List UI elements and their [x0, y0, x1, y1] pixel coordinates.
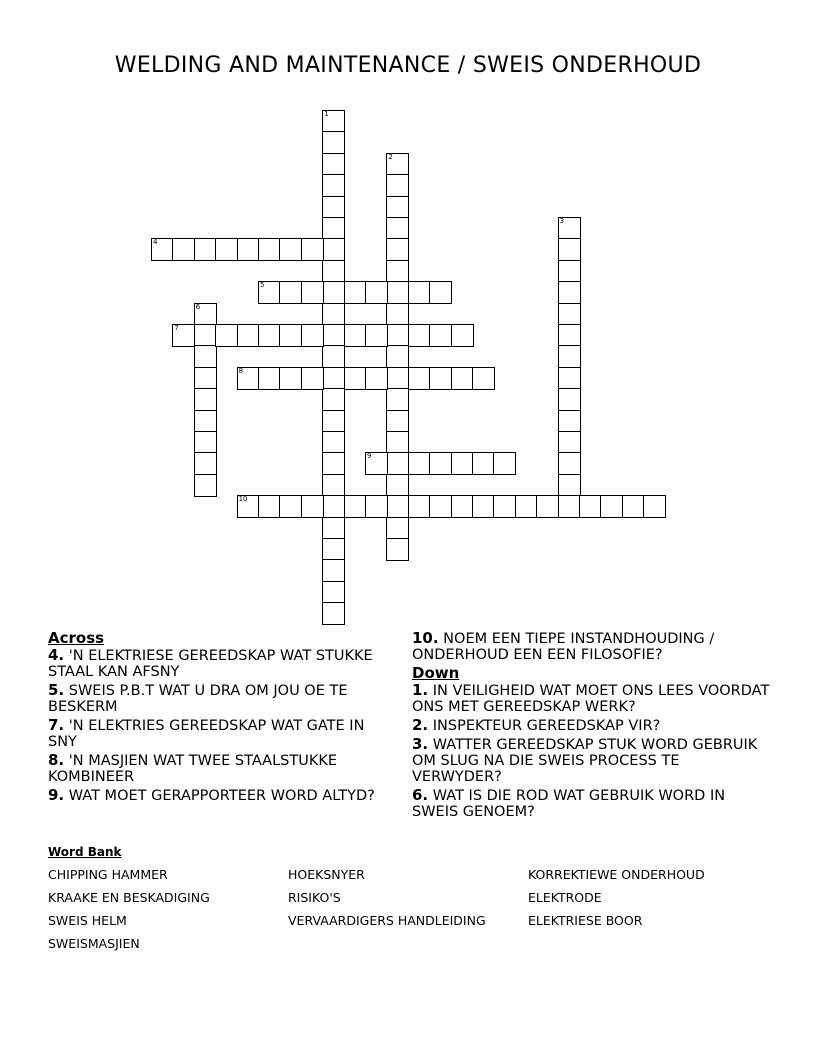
clue-number: 4	[153, 238, 158, 247]
clue-across-5: 5. SWEIS P.B.T WAT U DRA OM JOU OE TE BESKERM	[48, 681, 348, 715]
grid-cell[interactable]	[322, 538, 345, 561]
grid-cell[interactable]	[386, 495, 409, 518]
grid-cell[interactable]	[301, 281, 324, 304]
grid-cell[interactable]	[429, 495, 452, 518]
grid-cell[interactable]	[322, 110, 345, 133]
grid-cell[interactable]	[344, 324, 367, 347]
grid-cell[interactable]	[408, 452, 431, 475]
grid-cell[interactable]	[279, 281, 302, 304]
clues-column-right	[412, 630, 772, 822]
grid-cell[interactable]	[472, 495, 495, 518]
grid-cell[interactable]	[558, 452, 581, 475]
grid-cell[interactable]	[493, 452, 516, 475]
grid-cell[interactable]	[172, 324, 195, 347]
grid-cell[interactable]	[172, 238, 195, 261]
clue-across-4: 4. 'N ELEKTRIESE GEREEDSKAP WAT STUKKE STAAL KAN AFSNY	[48, 646, 373, 680]
grid-cell[interactable]	[365, 367, 388, 390]
word-bank-item: RISIKO'S	[288, 890, 341, 905]
grid-cell[interactable]	[215, 238, 238, 261]
grid-cell[interactable]	[322, 303, 345, 326]
grid-cell[interactable]	[194, 474, 217, 497]
grid-cell[interactable]	[472, 452, 495, 475]
grid-cell[interactable]	[194, 238, 217, 261]
grid-cell[interactable]	[301, 324, 324, 347]
grid-cell[interactable]	[322, 324, 345, 347]
word-bank-item: ELEKTRIESE BOOR	[528, 913, 643, 928]
clue-number: 3	[559, 217, 565, 225]
clue-number: 2	[388, 152, 393, 161]
clue-number: 7	[174, 324, 179, 332]
across-heading: Across	[48, 629, 105, 647]
grid-cell[interactable]	[258, 324, 281, 347]
grid-cell[interactable]	[429, 324, 452, 347]
grid-cell[interactable]	[386, 281, 409, 304]
clue-number: 8	[238, 366, 244, 375]
grid-cell[interactable]	[194, 410, 217, 433]
grid-cell[interactable]	[237, 495, 260, 518]
grid-cell[interactable]	[322, 431, 345, 454]
grid-cell[interactable]	[386, 452, 409, 475]
grid-cell[interactable]	[386, 410, 409, 433]
grid-cell[interactable]	[344, 495, 367, 518]
grid-cell[interactable]	[386, 153, 409, 176]
clue-down-6: 6. WAT IS DIE ROD WAT GEBRUIK WORD IN SWEIS GENOEM?	[412, 786, 726, 820]
grid-cell[interactable]	[237, 367, 260, 390]
grid-cell[interactable]	[643, 495, 666, 518]
grid-cell[interactable]	[558, 324, 581, 347]
grid-cell[interactable]	[322, 410, 345, 433]
grid-cell[interactable]	[558, 495, 581, 518]
grid-cell[interactable]	[237, 324, 260, 347]
grid-cell[interactable]	[194, 388, 217, 411]
grid-cell[interactable]	[258, 238, 281, 261]
grid-cell[interactable]	[322, 281, 345, 304]
grid-cell[interactable]	[279, 324, 302, 347]
grid-cell[interactable]	[558, 474, 581, 497]
grid-cell[interactable]	[365, 495, 388, 518]
grid-cell[interactable]	[194, 303, 217, 326]
grid-cell[interactable]	[322, 517, 345, 540]
grid-cell[interactable]	[429, 281, 452, 304]
grid-cell[interactable]	[194, 345, 217, 368]
grid-cell[interactable]	[194, 367, 217, 390]
grid-cell[interactable]	[322, 452, 345, 475]
word-bank-item: VERVAARDIGERS HANDLEIDING	[288, 913, 486, 928]
word-bank-item: CHIPPING HAMMER	[48, 867, 168, 882]
word-bank-item: HOEKSNYER	[288, 867, 365, 882]
word-bank-title: Word Bank	[48, 845, 122, 859]
grid-cell[interactable]	[558, 260, 581, 283]
grid-cell[interactable]	[493, 495, 516, 518]
grid-cell[interactable]	[386, 260, 409, 283]
clue-across-10: 10. NOEM EEN TIEPE INSTANDHOUDING / ONDERHOUD EEN EEN FILOSOFIE?	[412, 629, 715, 663]
word-bank-item: KRAAKE EN BESKADIGING	[48, 890, 210, 905]
grid-cell[interactable]	[451, 495, 474, 518]
grid-cell[interactable]	[408, 281, 431, 304]
grid-cell[interactable]	[558, 388, 581, 411]
grid-cell[interactable]	[258, 495, 281, 518]
grid-cell[interactable]	[558, 431, 581, 454]
clue-number: 9	[367, 452, 372, 461]
grid-cell[interactable]	[322, 260, 345, 283]
grid-cell[interactable]	[322, 131, 345, 154]
grid-cell[interactable]	[322, 474, 345, 497]
grid-cell[interactable]	[386, 367, 409, 390]
grid-cell[interactable]	[408, 495, 431, 518]
word-bank-item: SWEISMASJIEN	[48, 936, 140, 951]
grid-cell[interactable]	[386, 324, 409, 347]
grid-cell[interactable]	[322, 581, 345, 604]
grid-cell[interactable]	[600, 495, 623, 518]
grid-cell[interactable]	[279, 238, 302, 261]
clue-across-7: 7. 'N ELEKTRIES GEREEDSKAP WAT GATE IN SNY	[48, 716, 365, 750]
down-heading: Down	[412, 664, 460, 682]
grid-cell[interactable]	[386, 238, 409, 261]
grid-cell[interactable]	[386, 388, 409, 411]
grid-cell[interactable]	[558, 238, 581, 261]
grid-cell[interactable]	[386, 217, 409, 240]
grid-cell[interactable]	[386, 517, 409, 540]
clue-down-1: 1. IN VEILIGHEID WAT MOET ONS LEES VOORDAT ONS MET GEREEDSKAP WERK?	[412, 681, 770, 715]
grid-cell[interactable]	[451, 367, 474, 390]
grid-cell[interactable]	[365, 324, 388, 347]
grid-cell[interactable]	[429, 367, 452, 390]
grid-cell[interactable]	[451, 324, 474, 347]
grid-cell[interactable]	[579, 495, 602, 518]
grid-cell[interactable]	[322, 602, 345, 625]
grid-cell[interactable]	[258, 281, 281, 304]
word-bank-item: ELEKTRODE	[528, 890, 602, 905]
grid-cell[interactable]	[194, 324, 217, 347]
grid-cell[interactable]	[322, 367, 345, 390]
grid-cell[interactable]	[322, 388, 345, 411]
clue-number: 10	[238, 495, 248, 504]
grid-cell[interactable]	[558, 217, 581, 240]
grid-cell[interactable]	[258, 367, 281, 390]
grid-cell[interactable]	[386, 474, 409, 497]
grid-cell[interactable]	[322, 238, 345, 261]
grid-cell[interactable]	[344, 367, 367, 390]
grid-cell[interactable]	[386, 174, 409, 197]
clue-number: 1	[324, 110, 329, 118]
grid-cell[interactable]	[365, 452, 388, 475]
clue-number: 5	[260, 281, 265, 290]
grid-cell[interactable]	[301, 367, 324, 390]
grid-cell[interactable]	[429, 452, 452, 475]
grid-cell[interactable]	[451, 452, 474, 475]
grid-cell[interactable]	[322, 174, 345, 197]
clue-number: 6	[195, 302, 201, 311]
grid-cell[interactable]	[365, 281, 388, 304]
grid-cell[interactable]	[344, 281, 367, 304]
grid-cell[interactable]	[322, 153, 345, 176]
grid-cell[interactable]	[408, 324, 431, 347]
grid-cell[interactable]	[558, 303, 581, 326]
grid-cell[interactable]	[322, 495, 345, 518]
grid-cell[interactable]	[386, 345, 409, 368]
grid-cell[interactable]	[386, 196, 409, 219]
grid-cell[interactable]	[279, 367, 302, 390]
grid-cell[interactable]	[515, 495, 538, 518]
grid-cell[interactable]	[558, 281, 581, 304]
grid-cell[interactable]	[558, 345, 581, 368]
grid-cell[interactable]	[322, 559, 345, 582]
grid-cell[interactable]	[215, 324, 238, 347]
clue-across-8: 8. 'N MASJIEN WAT TWEE STAALSTUKKE KOMBINEER	[48, 751, 338, 785]
grid-cell[interactable]	[322, 196, 345, 219]
grid-cell[interactable]	[386, 538, 409, 561]
clue-across-9: 9. WAT MOET GERAPPORTEER WORD ALTYD?	[48, 786, 375, 804]
clue-down-2: 2. INSPEKTEUR GEREEDSKAP VIR?	[412, 716, 661, 734]
grid-cell[interactable]	[194, 431, 217, 454]
grid-cell[interactable]	[237, 238, 260, 261]
grid-cell[interactable]	[194, 452, 217, 475]
grid-cell[interactable]	[151, 238, 174, 261]
clues-column-left	[48, 630, 388, 806]
grid-cell[interactable]	[322, 345, 345, 368]
grid-cell[interactable]	[301, 495, 324, 518]
grid-cell[interactable]	[279, 495, 302, 518]
grid-cell[interactable]	[558, 410, 581, 433]
word-bank-item: KORREKTIEWE ONDERHOUD	[528, 867, 705, 882]
grid-cell[interactable]	[622, 495, 645, 518]
grid-cell[interactable]	[386, 431, 409, 454]
grid-cell[interactable]	[536, 495, 559, 518]
grid-cell[interactable]	[322, 217, 345, 240]
grid-cell[interactable]	[408, 367, 431, 390]
grid-cell[interactable]	[558, 367, 581, 390]
clue-down-3: 3. WATTER GEREEDSKAP STUK WORD GEBRUIK OM SLUG NA DIE SWEIS PROCESS TE VERWYDER?	[412, 735, 758, 785]
page-title: WELDING AND MAINTENANCE / SWEIS ONDERHOUD	[114, 53, 702, 78]
grid-cell[interactable]	[301, 238, 324, 261]
grid-cell[interactable]	[472, 367, 495, 390]
word-bank-item: SWEIS HELM	[48, 913, 127, 928]
grid-cell[interactable]	[386, 303, 409, 326]
